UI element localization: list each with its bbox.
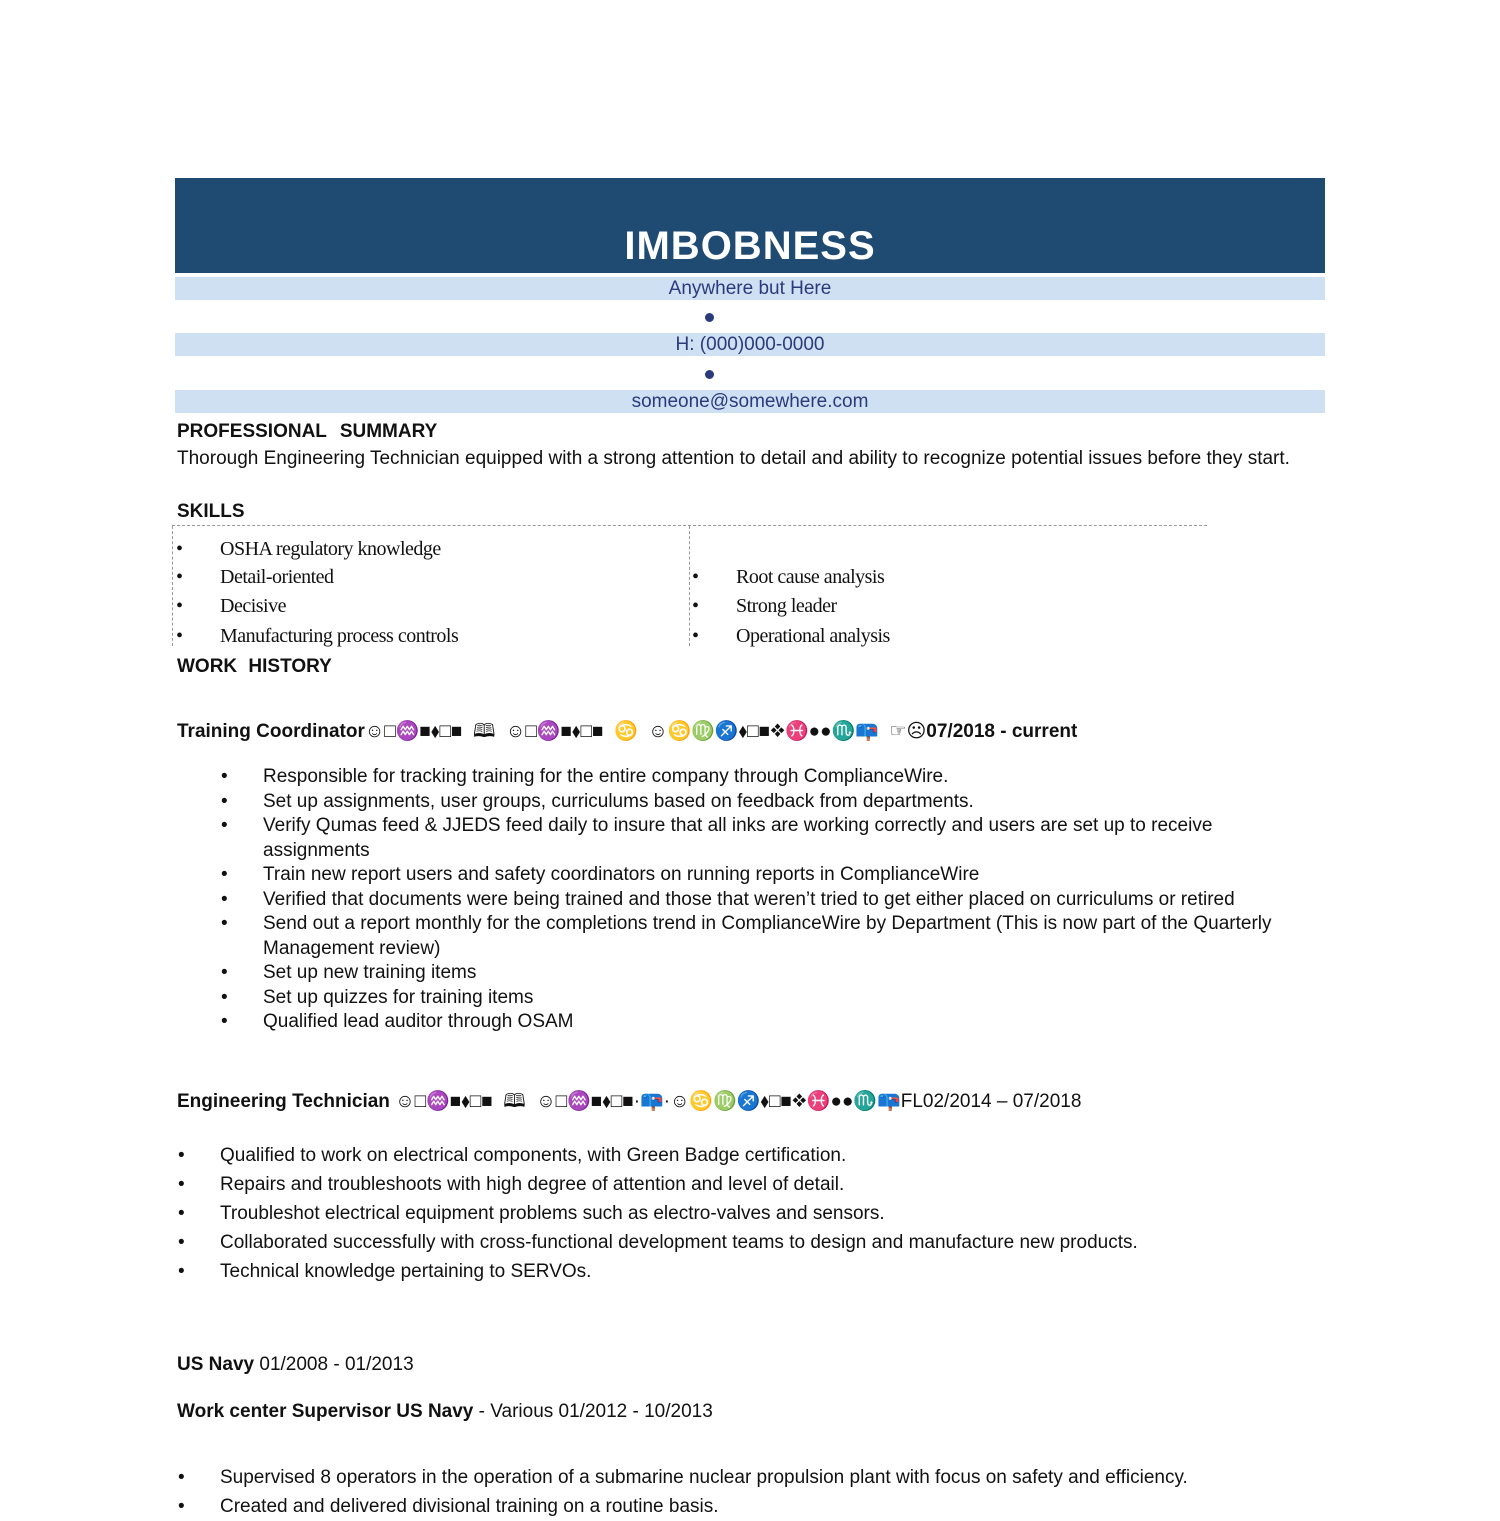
- bullet: • Set up assignments, user groups, curriculums based on feedback from departments.: [263, 790, 1323, 815]
- job-bullets: [220, 1463, 1320, 1521]
- job-header: [177, 1401, 713, 1423]
- bullet: • Repairs and troubleshoots with high degree of attention and level of detail.: [220, 1170, 1320, 1199]
- job-title: Training Coordinator: [177, 721, 365, 742]
- job-dates: FL02/2014 – 07/2018: [900, 1091, 1082, 1112]
- bullet: • Verify Qumas feed & JJEDS feed daily to insure that all inks are working correctly and users are set up to receive assignments: [263, 814, 1323, 863]
- job-dates: 07/2018 - current: [926, 721, 1078, 742]
- bullet: • Qualified to work on electrical components, with Green Badge certification.: [220, 1141, 1320, 1170]
- job-detail: - Various 01/2012 - 10/2013: [478, 1401, 713, 1422]
- job-header: [177, 1354, 414, 1376]
- job-title: Work center Supervisor US Navy: [177, 1401, 474, 1422]
- job-title: Engineering Technician: [177, 1091, 390, 1112]
- work-history-heading: WORK HISTORY: [177, 656, 332, 677]
- skill-item: • Operational analysis: [736, 625, 890, 648]
- phone: H: (000)000-0000: [175, 333, 1325, 356]
- job-bullets: [263, 765, 1323, 1035]
- job-dates: 01/2008 - 01/2013: [259, 1354, 414, 1375]
- skill-item: • Detail-oriented: [220, 566, 334, 589]
- skills-table: [172, 525, 1207, 646]
- summary-text: Thorough Engineering Technician equipped with a strong attention to detail and ability to recognize potential issues before they start.: [177, 448, 1290, 469]
- bullet: • Send out a report monthly for the completions trend in ComplianceWire by Department (This is now part of the Quarterly Management review): [263, 912, 1323, 961]
- separator-dot: [705, 313, 714, 322]
- bullet: • Set up new training items: [263, 961, 1323, 986]
- separator-dot: [705, 370, 714, 379]
- email: someone@somewhere.com: [175, 390, 1325, 413]
- bullet: • Qualified lead auditor through OSAM: [263, 1010, 1323, 1035]
- garbled-symbols: ☺□♒■⬧□■ 🕮 ☺□♒■⬧□■·📪·☺♋♍♐⬧□■❖♓●●♏📪: [395, 1091, 901, 1112]
- job-bullets: [220, 1141, 1320, 1286]
- location: Anywhere but Here: [175, 277, 1325, 300]
- skill-item: • Decisive: [220, 595, 286, 618]
- bullet: • Verified that documents were being trained and those that weren’t tried to get either placed on curriculums or retired: [263, 888, 1323, 913]
- skill-item: • Root cause analysis: [736, 566, 884, 589]
- candidate-name: IMBOBNESS: [624, 224, 876, 268]
- bullet: • Troubleshot electrical equipment problems such as electro-valves and sensors.: [220, 1199, 1320, 1228]
- job-header: [177, 1087, 1081, 1119]
- skills-heading: SKILLS: [177, 501, 245, 522]
- garbled-symbols: ☺□♒■⬧□■ 🕮 ☺□♒■⬧□■ ♋ ☺♋♍♐⬧□■❖♓●●♏📪 ☞☹: [364, 721, 927, 742]
- bullet: • Technical knowledge pertaining to SERVOs.: [220, 1257, 1320, 1286]
- bullet: • Supervised 8 operators in the operation of a submarine nuclear propulsion plant with focus on safety and efficiency.: [220, 1463, 1320, 1492]
- bullet: • Train new report users and safety coordinators on running reports in ComplianceWire: [263, 863, 1323, 888]
- bullet: • Collaborated successfully with cross-functional development teams to design and manufacture new products.: [220, 1228, 1320, 1257]
- skill-item: • OSHA regulatory knowledge: [220, 538, 441, 561]
- skill-item: • Manufacturing process controls: [220, 625, 458, 648]
- job-header: [177, 717, 1077, 749]
- skill-item: • Strong leader: [736, 595, 837, 618]
- bullet: • Created and delivered divisional training on a routine basis.: [220, 1492, 1320, 1521]
- summary-heading: PROFESSIONAL SUMMARY: [177, 421, 438, 442]
- bullet: • Responsible for tracking training for the entire company through ComplianceWire.: [263, 765, 1323, 790]
- bullet: • Set up quizzes for training items: [263, 986, 1323, 1011]
- job-title: US Navy: [177, 1354, 255, 1375]
